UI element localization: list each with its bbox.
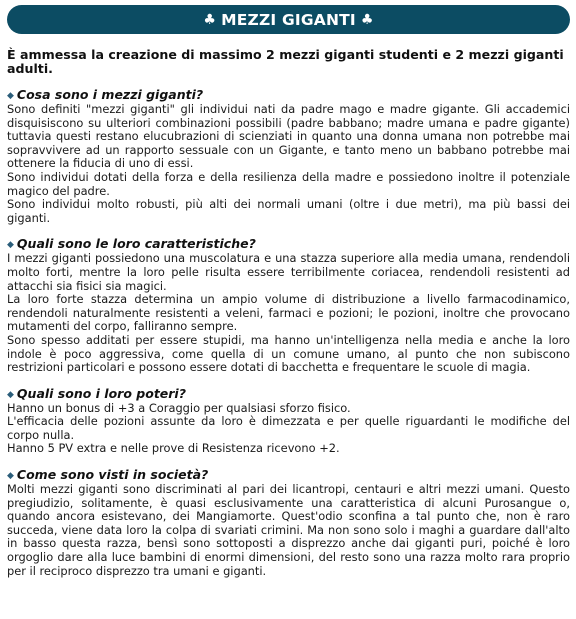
paragraph: L'efficacia delle pozioni assunte da loro è dimezzata e per quelle riguardanti le modifiche del corpo nulla. [7,414,570,442]
section-heading [7,387,570,402]
section-heading [7,468,570,483]
paragraph: Sono definiti "mezzi giganti" gli individui nati da padre mago e madre gigante. Gli accademici disquisiscono su ulteriori combinazioni possibili (padre babbano; madre umana e padre gigante) tuttavia questi restano elucubrazioni di scienziati in quanto una donna umana non potrebbe mai sopravvivere ad un rapporto sessuale con un Gigante, e tanto meno un babbano potrebbe mai ottenere la fiducia di uno di essi. [7,102,570,171]
paragraph: La loro forte stazza determina un ampio volume di distribuzione a livello farmacodinamico, rendendoli naturalmente resistenti a veleni, farmaci e pozioni; le pozioni, inoltre che provocano mutamenti del corpo, falliranno sempre. [7,292,570,334]
diamond-bullet-icon: ◆ [7,91,14,101]
paragraph: Hanno un bonus di +3 a Coraggio per qualsiasi sforzo fisico. [7,400,351,415]
paragraph: Molti mezzi giganti sono discriminati al pari dei licantropi, centauri e altri mezzi umani. Questo pregiudizio, solitamente, è quasi esclusivamente una caratteristica di alcuni Purosangue o, quando ancora esistevano, dei Mangiamorte. Quest'odio sconfina a tal punto che, non è raro succeda, viene data loro la colpa di svariati crimini. Ma non sono solo i maghi a guardare dall'alto in basso questa razza, bensì sono sottoposti a disprezzo anche dai giganti puri, poiché è loro orgoglio dare alla luce bambini di enormi dimensioni, del resto sono una razza molto rara proprio per il reciproco disprezzo tra umani e giganti. [7,482,570,578]
page-title: MEZZI GIGANTI [221,10,356,29]
paragraph: Sono spesso additati per essere stupidi, ma hanno un'intelligenza nella media e anche la loro indole è poco aggressiva, come quella di un comune umano, al punto che non subiscono restrizioni particolari e possono essere dotati di bacchetta e frequentare le scuole di magia. [7,332,570,375]
section-what-are [7,88,570,225]
section-heading [7,237,570,252]
diamond-bullet-icon: ◆ [7,389,14,400]
section-heading-text: Quali sono i loro poteri? [16,385,186,401]
diamond-bullet-icon: ◆ [7,471,14,482]
title-banner [7,5,570,34]
club-suit-icon-left: ♣ [203,11,217,28]
section-society [7,468,570,578]
intro-note: È ammessa la creazione di massimo 2 mezzi giganti studenti e 2 mezzi giganti adulti. [7,47,564,76]
section-heading-text: Quali sono le loro caratteristiche? [16,236,256,252]
paragraph: Sono individui dotati della forza e della resilienza della madre e possiedono inoltre il potenziale magico del padre. [7,169,570,198]
section-powers [7,387,570,456]
section-characteristics [7,237,570,374]
diamond-bullet-icon: ◆ [7,240,14,251]
club-suit-icon-right: ♣ [360,11,374,28]
section-heading [7,88,570,103]
paragraph: Sono individui molto robusti, più alti dei normali umani (oltre i due metri), ma più bassi dei giganti. [7,197,570,225]
paragraph: I mezzi giganti possiedono una muscolatura e una stazza superiore alla media umana, rendendoli molto forti, mentre la loro pelle risulta essere terribilmente coriacea, rendendoli resistenti ad attacchi sia fisici sia magici. [7,251,570,293]
paragraph: Hanno 5 PV extra e nelle prove di Resistenza ricevono +2. [7,441,340,456]
section-heading-text: Come sono visti in società? [16,467,209,483]
section-heading-text: Cosa sono i mezzi giganti? [16,87,204,102]
